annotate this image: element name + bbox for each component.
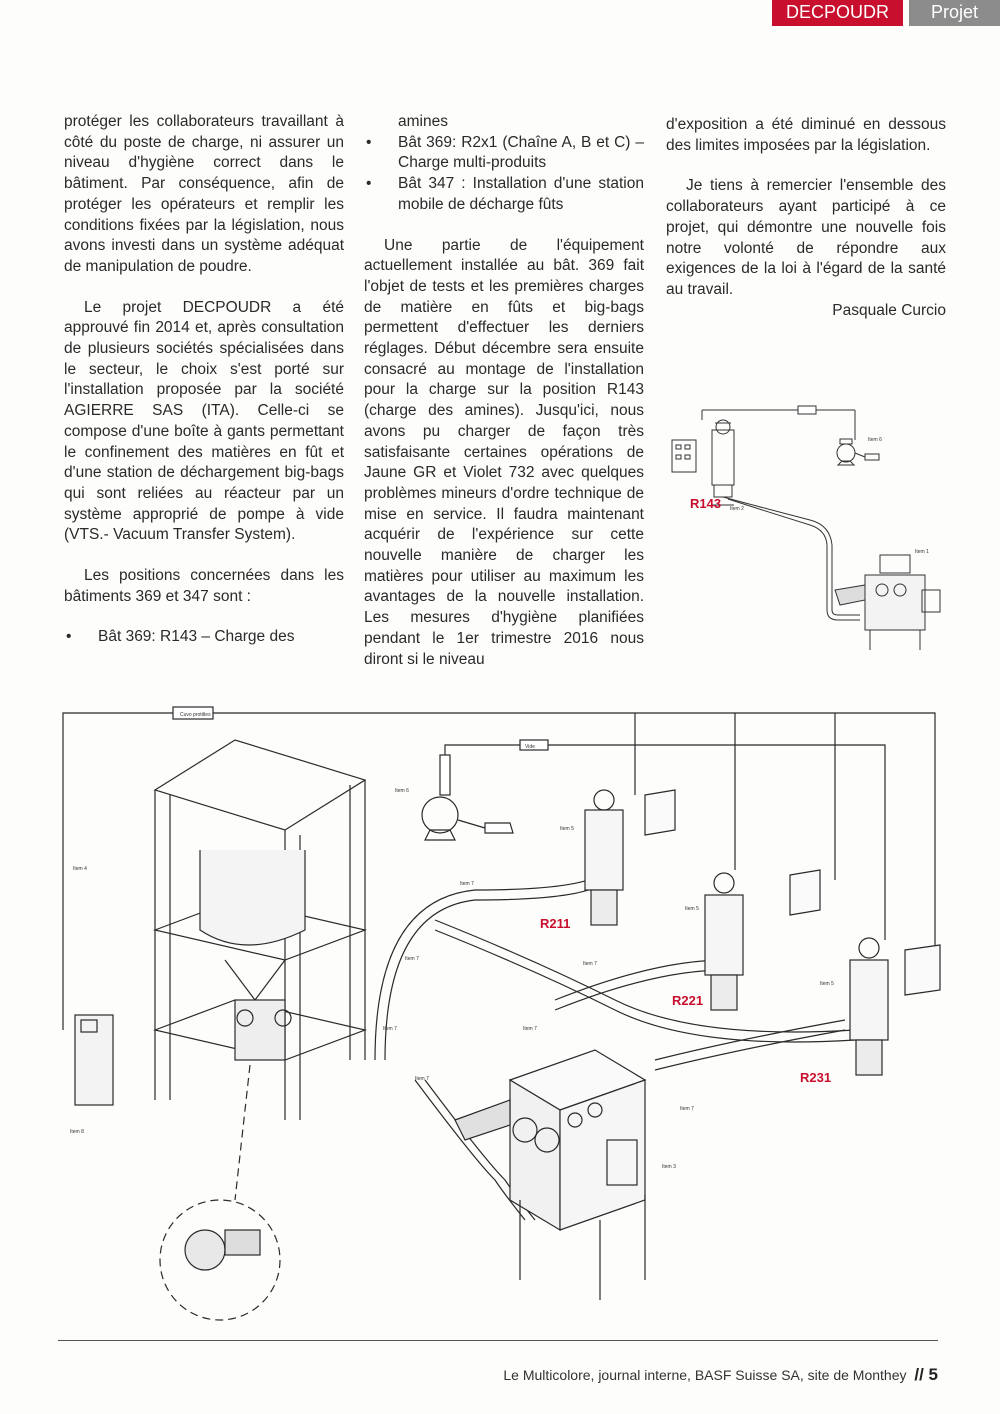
paragraph: Une partie de l'équipement actuellement installée au bât. 369 fait l'objet de tests et les premières charges de matière en fûts et big-bags permettent d'effectuer les derniers réglages. Début décembre sera ensuite consacré au montage de l'installation pour la charge sur la position R143 (charge des amines). Jusqu'ici, nous avons pu charger de façon très satisfaisante certaines opérations de Jaune GR et Violet 732 avec quelques problèmes mineurs d'ordre technique de mise en service. Il faudra maintenant acquérir de l'expérience sur cette nouvelle manière de charger les matières pour utiliser au maximum les avantages de la nouvelle installation. Les mesures d'hygiène planifiées pendant le 1er trimestre 2016 nous diront si le niveau bbox=[364, 236, 644, 668]
small-installation-diagram bbox=[660, 395, 950, 665]
svg-text:Item 7: Item 7 bbox=[460, 881, 474, 887]
svg-text:Item 7: Item 7 bbox=[415, 1076, 429, 1082]
svg-text:Item 7: Item 7 bbox=[583, 961, 597, 967]
text-column-3 bbox=[666, 115, 946, 321]
svg-text:Item 7: Item 7 bbox=[405, 956, 419, 962]
svg-text:Item 6: Item 6 bbox=[395, 788, 409, 794]
page-number: // 5 bbox=[914, 1365, 938, 1384]
bullet-list bbox=[364, 133, 644, 216]
svg-text:Item 2: Item 2 bbox=[730, 506, 744, 512]
diagram-label-r143: R143 bbox=[690, 496, 722, 511]
footer bbox=[503, 1365, 938, 1385]
svg-text:Item 7: Item 7 bbox=[680, 1106, 694, 1112]
svg-text:Item 6: Item 6 bbox=[868, 437, 882, 443]
signature: Pasquale Curcio bbox=[832, 301, 946, 319]
footer-rule bbox=[58, 1340, 938, 1341]
svg-text:Item 7: Item 7 bbox=[523, 1026, 537, 1032]
svg-text:Item 5: Item 5 bbox=[560, 826, 574, 832]
list-item: • Bât 347 : Installation d'une station mobile de décharge fûts bbox=[364, 174, 644, 215]
svg-text:Item 5: Item 5 bbox=[685, 906, 699, 912]
list-item: • Bât 369: R143 – Charge des bbox=[64, 627, 344, 648]
svg-text:Item 7: Item 7 bbox=[383, 1026, 397, 1032]
svg-text:Cuvo protitles: Cuvo protitles bbox=[180, 712, 211, 718]
svg-text:Item 3: Item 3 bbox=[662, 1164, 676, 1170]
large-installation-diagram bbox=[55, 700, 955, 1330]
section-tab: DECPOUDR bbox=[772, 0, 903, 26]
footer-text: Le Multicolore, journal interne, BASF Suisse SA, site de Monthey bbox=[503, 1367, 907, 1383]
svg-text:Vide: Vide bbox=[525, 744, 535, 750]
header-tabs bbox=[772, 0, 1000, 26]
list-item: • Bât 369: R2x1 (Chaîne A, B et C) – Charge multi-produits bbox=[364, 133, 644, 174]
diagram-label-r231: R231 bbox=[800, 1070, 832, 1085]
paragraph: protéger les collaborateurs travaillant à côté du poste de charge, ni assurer un niveau d'hygiène correct dans le bâtiment. Par conséquence, afin de protéger les opérateurs et remplir les conditions fixées par la législation, nous avons investi dans un système adéquat de manipulation de poudre. bbox=[64, 113, 344, 275]
text-column-2 bbox=[364, 112, 644, 670]
bullet-list bbox=[64, 627, 344, 648]
category-tab: Projet bbox=[909, 0, 1000, 26]
paragraph: Je tiens à remercier l'ensemble des collaborateurs ayant participé à ce projet, qui démontre une nouvelle fois notre volonté de répondre aux exigences de la loi à l'égard de la santé au travail. bbox=[666, 177, 946, 298]
diagram-label-r211: R211 bbox=[540, 916, 571, 931]
svg-text:Item 4: Item 4 bbox=[73, 866, 87, 872]
diagram-label-r221: R221 bbox=[672, 993, 704, 1008]
svg-text:Item 5: Item 5 bbox=[820, 981, 834, 987]
paragraph: amines bbox=[398, 113, 448, 130]
svg-text:Item 1: Item 1 bbox=[915, 549, 929, 555]
svg-text:Item 8: Item 8 bbox=[70, 1129, 84, 1135]
text-column-1 bbox=[64, 112, 344, 648]
paragraph: d'exposition a été diminué en dessous des limites imposées par la législation. bbox=[666, 116, 946, 154]
paragraph: Les positions concernées dans les bâtiments 369 et 347 sont : bbox=[64, 567, 344, 605]
paragraph: Le projet DECPOUDR a été approuvé fin 2014 et, après consultation de plusieurs sociétés spécialisées dans le secteur, le choix s'est porté sur l'installation proposée par la société AGIERRE SAS (ITA). Celle-ci se compose d'une boîte à gants permettant le confinement des matières en fût et d'une station de déchargement big-bags qui sont reliées au réacteur par un système approprié de pompe à vide (VTS.- Vacuum Transfer System). bbox=[64, 298, 344, 544]
